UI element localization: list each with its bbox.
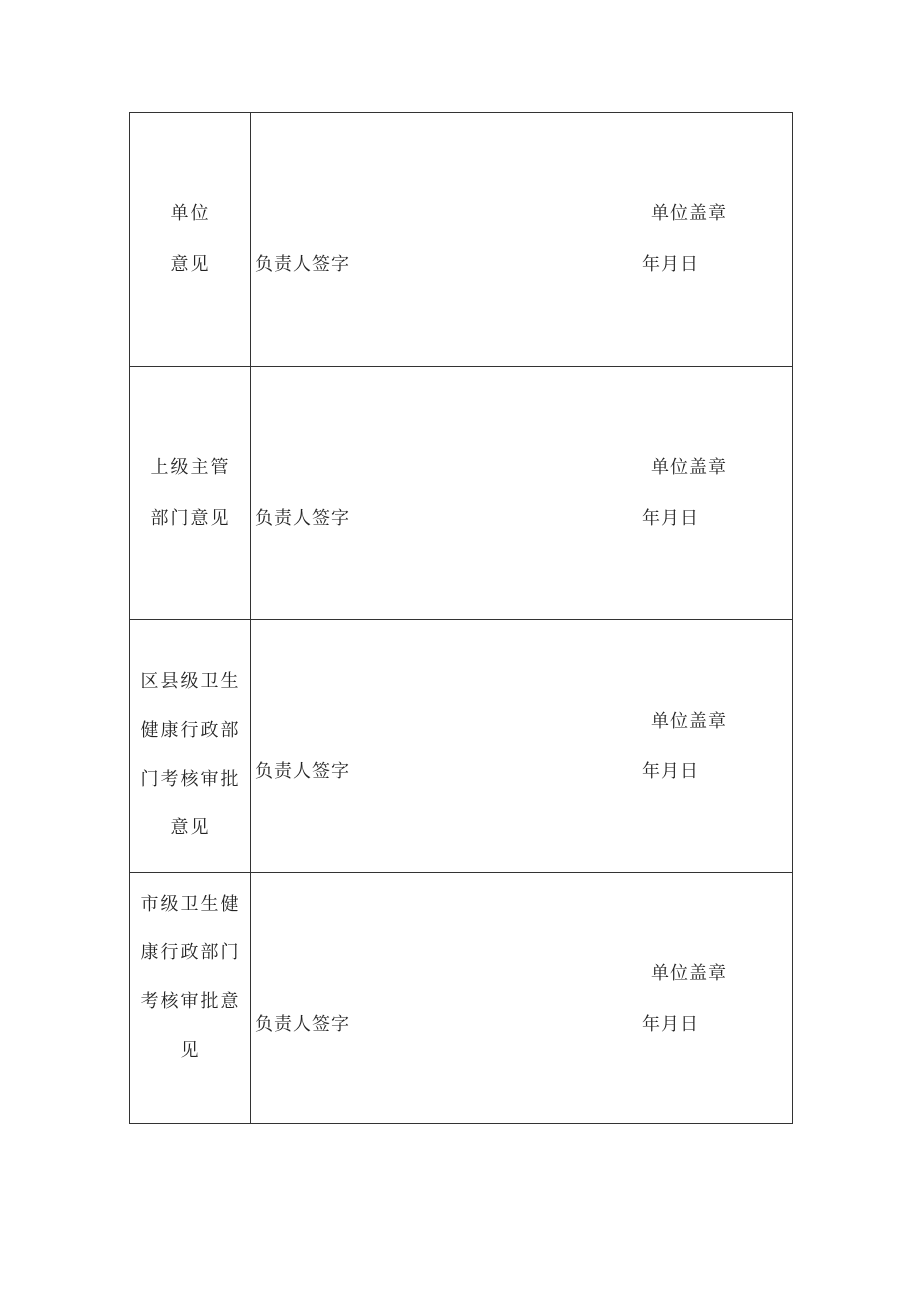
row-label-line: 部门意见 (150, 508, 231, 529)
seal-label: 单位盖章 (651, 711, 727, 732)
district-health-review-row (130, 619, 792, 872)
row-label-line: 区县级卫生 (140, 671, 241, 692)
signer-label: 负责人签字 (255, 254, 350, 275)
seal-label: 单位盖章 (651, 963, 727, 984)
row-label-line: 健康行政部 (140, 720, 241, 741)
opinion-content-cell[interactable] (251, 620, 792, 872)
opinion-content-cell[interactable] (251, 367, 792, 619)
row-label-cell (130, 367, 251, 619)
city-health-review-row (130, 872, 792, 1123)
date-label: 年月日 (642, 1014, 699, 1035)
row-label-line: 意见 (170, 254, 211, 275)
approval-form-table (129, 112, 793, 1124)
row-label-line: 市级卫生健 (140, 894, 241, 915)
row-label-line: 上级主管 (150, 457, 231, 478)
signer-label: 负责人签字 (255, 508, 350, 529)
signer-label: 负责人签字 (255, 1014, 350, 1035)
row-label-line: 单位 (170, 203, 211, 224)
opinion-content-cell[interactable] (251, 873, 792, 1123)
supervisor-opinion-row (130, 366, 792, 619)
unit-opinion-row (130, 113, 792, 366)
row-label-line: 康行政部门 (140, 942, 241, 963)
row-label-line: 考核审批意 (140, 991, 241, 1012)
row-label-line: 见 (180, 1040, 201, 1061)
seal-label: 单位盖章 (651, 203, 727, 224)
row-label-line: 意见 (170, 817, 211, 838)
date-label: 年月日 (642, 761, 699, 782)
seal-label: 单位盖章 (651, 457, 727, 478)
date-label: 年月日 (642, 254, 699, 275)
row-label-line: 门考核审批 (140, 769, 241, 790)
row-label-cell (130, 620, 251, 872)
row-label-cell (130, 873, 251, 1123)
signer-label: 负责人签字 (255, 761, 350, 782)
date-label: 年月日 (642, 508, 699, 529)
opinion-content-cell[interactable] (251, 113, 792, 366)
row-label-cell (130, 113, 251, 366)
